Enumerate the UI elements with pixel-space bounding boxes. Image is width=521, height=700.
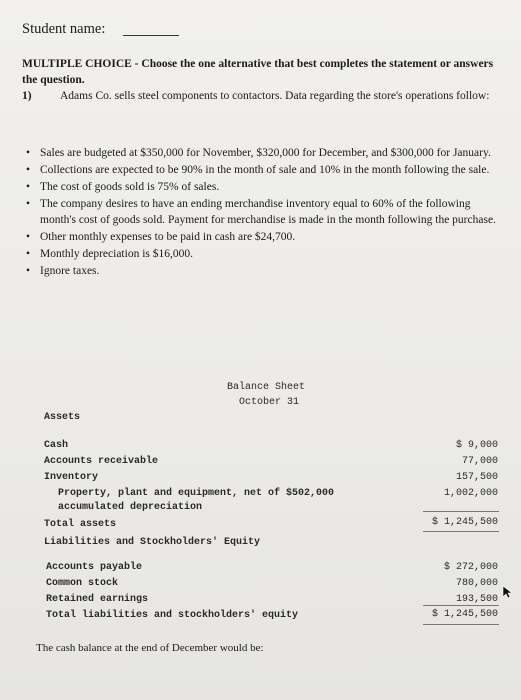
- common-stock-label: Common stock: [46, 578, 119, 589]
- inventory-value: 157,500: [455, 472, 498, 483]
- total-assets-value: $ 1,245,500: [431, 517, 498, 528]
- total-liabilities-equity-label: Total liabilities and stockholders' equity: [46, 610, 299, 621]
- question-number: 1): [22, 90, 32, 102]
- ppe-value: 1,002,000: [443, 488, 498, 499]
- bullet-icon: •: [26, 198, 31, 210]
- total-rule: [423, 624, 499, 625]
- total-assets-label: Total assets: [44, 519, 117, 530]
- bullet-text: The company desires to have an ending merchandise inventory equal to 60% of the following month's cost of goods sold. Payment for merchandise is made in the month following the purchase.: [40, 198, 496, 226]
- subtotal-rule: [423, 511, 499, 512]
- bullet-icon: •: [26, 231, 31, 243]
- bullet-item: [22, 145, 508, 161]
- balance-sheet-date: October 31: [239, 397, 300, 408]
- bullet-text: Ignore taxes.: [40, 265, 100, 277]
- total-rule: [423, 531, 499, 532]
- question-prompt: The cash balance at the end of December would be:: [36, 642, 264, 654]
- bullet-text: Other monthly expenses to be paid in cash are $24,700.: [40, 231, 296, 243]
- bullet-text: Monthly depreciation is $16,000.: [40, 248, 193, 260]
- retained-earnings-value: 193,500: [455, 594, 498, 605]
- bullet-text: The cost of goods sold is 75% of sales.: [40, 181, 220, 193]
- bullet-icon: •: [26, 164, 31, 176]
- total-liabilities-equity-value: $ 1,245,500: [431, 609, 498, 620]
- cash-value: $ 9,000: [455, 440, 498, 451]
- bullet-item: [22, 162, 508, 178]
- accounts-receivable-label: Accounts receivable: [44, 456, 159, 467]
- bullet-text: Collections are expected to be 90% in the month of sale and 10% in the month following the sale.: [40, 164, 490, 176]
- student-name-blank-line: [123, 35, 179, 36]
- multiple-choice-heading: MULTIPLE CHOICE - Choose the one alternative that best completes the statement or answers the question.: [22, 58, 494, 86]
- cash-label: Cash: [44, 440, 69, 451]
- question-intro: [22, 88, 508, 104]
- liabilities-equity-heading: Liabilities and Stockholders' Equity: [44, 537, 261, 548]
- bullet-icon: •: [26, 248, 31, 260]
- mouse-pointer-icon: [501, 585, 515, 599]
- bullet-text: Sales are budgeted at $350,000 for November, $320,000 for December, and $300,000 for January.: [40, 147, 491, 159]
- accounts-receivable-value: 77,000: [461, 456, 498, 467]
- retained-earnings-label: Retained earnings: [46, 594, 149, 605]
- common-stock-value: 780,000: [455, 578, 498, 589]
- bullet-item: [22, 246, 508, 262]
- bullet-item: [22, 196, 508, 228]
- inventory-label: Inventory: [44, 472, 99, 483]
- question-bullet-list: [22, 145, 508, 280]
- student-name-label: Student name:: [22, 21, 106, 37]
- subtotal-rule: [423, 605, 499, 606]
- assets-heading: Assets: [44, 412, 81, 423]
- bullet-item: [22, 179, 508, 195]
- bullet-icon: •: [26, 147, 31, 159]
- accounts-payable-value: $ 272,000: [443, 562, 498, 573]
- ppe-label: Property, plant and equipment, net of $502,000: [58, 488, 335, 499]
- balance-sheet-title: Balance Sheet: [227, 382, 306, 393]
- ppe-label-continued: accumulated depreciation: [58, 502, 203, 513]
- bullet-icon: •: [26, 181, 31, 193]
- accounts-payable-label: Accounts payable: [46, 562, 143, 573]
- bullet-item: [22, 229, 508, 245]
- bullet-item: [22, 263, 508, 279]
- bullet-icon: •: [26, 265, 31, 277]
- question-intro-text: Adams Co. sells steel components to contactors. Data regarding the store's operations follow:: [60, 90, 490, 102]
